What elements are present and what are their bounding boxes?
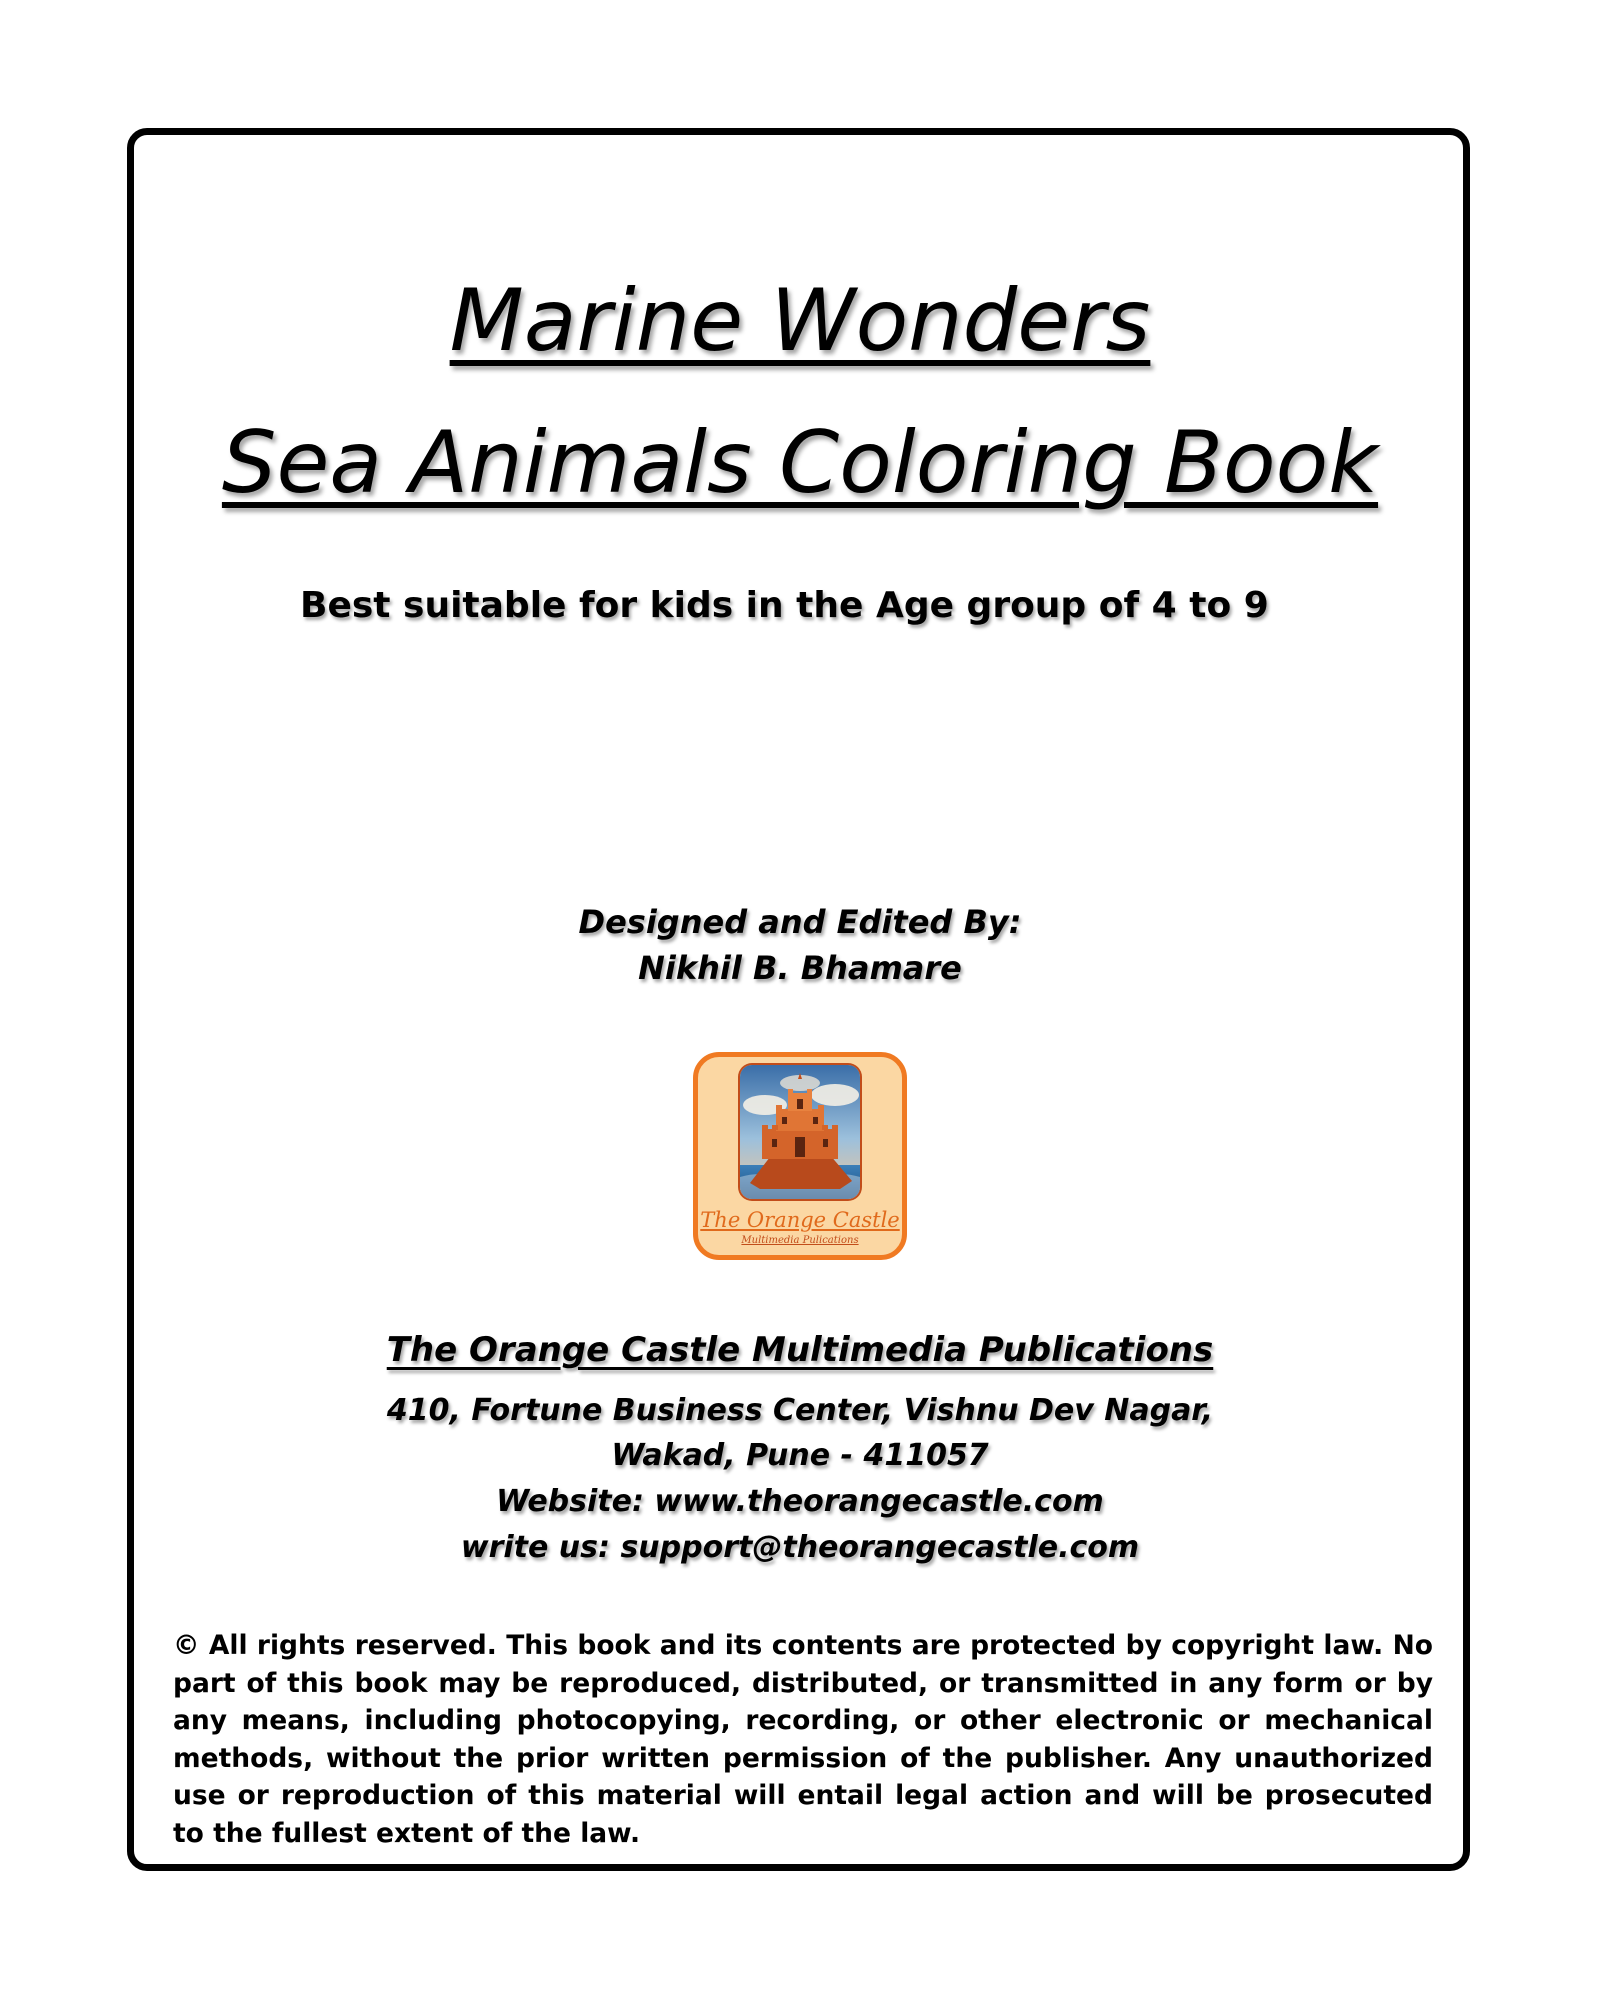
designer-name: Nikhil B. Bhamare [638, 949, 962, 987]
title-line-1-text: Marine Wonders [449, 271, 1151, 371]
designed-by-label: Designed and Edited By: [578, 903, 1022, 941]
title-line-2 [0, 413, 1600, 513]
publisher-address-line-1: 410, Fortune Business Center, Vishnu Dev Nagar, [386, 1393, 1214, 1428]
page-border [127, 128, 1470, 1871]
publisher-logo [693, 1052, 907, 1260]
publisher-email: write us: support@theorangecastle.com [460, 1530, 1140, 1565]
publisher-name: The Orange Castle Multimedia Publications [386, 1330, 1214, 1370]
logo-brand-subtitle: Multimedia Pulications [741, 1235, 859, 1246]
title-line-1 [0, 271, 1600, 371]
publisher-website: Website: www.theorangecastle.com [496, 1484, 1104, 1519]
castle-illustration [740, 1065, 860, 1199]
title-line-2-text: Sea Animals Coloring Book [221, 413, 1379, 513]
logo-brand-name: The Orange Castle [700, 1208, 900, 1232]
publisher-address-line-2: Wakad, Pune - 411057 [611, 1438, 989, 1473]
copyright-notice: © All rights reserved. This book and its contents are protected by copyright law. No part of this book may be reproduced, distributed, or transmitted in any form or by any means, including photocopying, recording, or other electronic or mechanical methods, without the prior written permission of the publisher. Any unauthorized use or reproduction of this material will entail legal action and will be prosecuted to the fullest extent of the law. [173, 1630, 1433, 1849]
age-group-subtitle: Best suitable for kids in the Age group of 4 to 9 [300, 585, 1269, 626]
